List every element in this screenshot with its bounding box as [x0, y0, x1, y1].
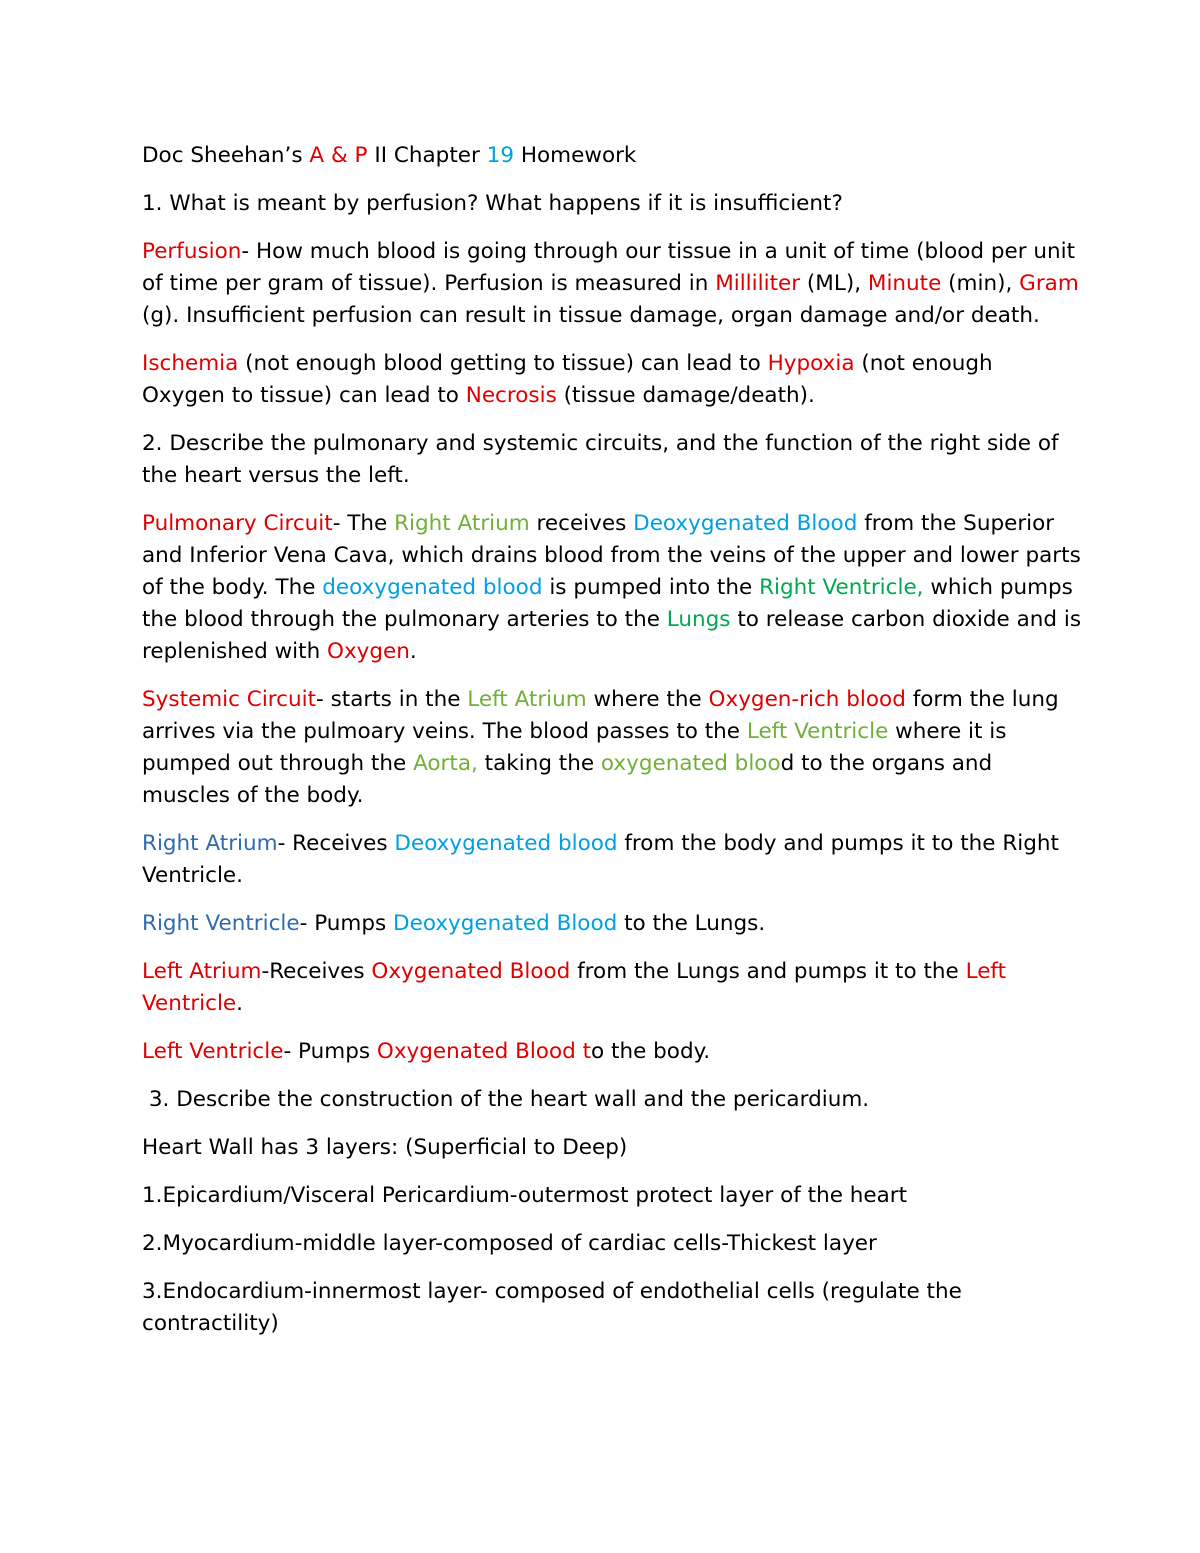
answer-text: o the body. [591, 1039, 711, 1064]
heart-wall-intro: Heart Wall has 3 layers: (Superficial to Deep) [142, 1135, 628, 1160]
term-left-atrium: Left Atrium [467, 687, 587, 712]
answer-2-right-ventricle [142, 908, 1082, 940]
title-ap: A & P [309, 143, 368, 168]
answer-text: from the Superior and Inferior Vena Cava, which drains blood from the veins of the upper and lower parts of the body. The [142, 511, 1081, 600]
layer-myocardium: 2.Myocardium-middle layer-composed of cardiac cells-Thickest layer [142, 1231, 877, 1256]
heart-wall-layer [142, 1276, 1082, 1340]
answer-text: to release carbon dioxide and is replenished with [142, 607, 1082, 664]
answer-2-right-atrium [142, 828, 1082, 892]
question-2-text: 2. Describe the pulmonary and systemic circuits, and the function of the right side of the heart versus the left. [142, 431, 1059, 488]
title-prefix: Doc Sheehan’s [142, 143, 310, 168]
answer-2-systemic [142, 684, 1082, 812]
question-3-text: 3. Describe the construction of the heart wall and the pericardium. [142, 1087, 870, 1112]
term-left-ventricle: Left Ventricle [142, 1039, 284, 1064]
answer-text: (tissue damage/death). [556, 383, 815, 408]
answer-text: d to the organs and muscles of the body. [142, 751, 993, 808]
answer-text: from the Lungs and pumps it to the [570, 959, 966, 984]
answer-text: - The [332, 511, 395, 536]
answer-text: which pumps the blood through the pulmonary arteries to the [142, 575, 1073, 632]
question-3 [142, 1084, 1082, 1116]
title-chapter-number: 19 [486, 143, 515, 168]
term-minute: Minute [867, 271, 942, 296]
answer-text: receives [529, 511, 634, 536]
document-title [142, 140, 1082, 172]
answer-2-left-atrium [142, 956, 1082, 1020]
answer-text: (not enough Oxygen to tissue) can lead to [142, 351, 993, 408]
term-oxygenated-blood: Oxygenated Blood t [376, 1039, 592, 1064]
answer-text: (ML), [800, 271, 868, 296]
term-aorta: Aorta, [413, 751, 478, 776]
answer-text: to the Lungs. [617, 911, 766, 936]
term-oxygenated-blood: Oxygenated Blood [371, 959, 571, 984]
answer-text: form the lung arrives via the pulmoary veins. The blood passes to the [142, 687, 1059, 744]
term-lungs: Lungs [666, 607, 731, 632]
answer-text: from the body and pumps it to the Right Ventricle. [142, 831, 1059, 888]
answer-2-left-ventricle [142, 1036, 1082, 1068]
answer-text: (g). Insufficient perfusion can result in tissue damage, organ damage and/or death. [142, 303, 1040, 328]
answer-text: -Receives [261, 959, 372, 984]
answer-text: . [409, 639, 417, 664]
answer-3-intro [142, 1132, 1082, 1164]
term-ischemia: Ischemia [142, 351, 239, 376]
answer-text: taking the [477, 751, 601, 776]
heart-wall-layer [142, 1180, 1082, 1212]
term-oxygenated-blood: oxygenated bloo [600, 751, 781, 776]
term-right-ventricle: Right Ventricle [142, 911, 300, 936]
answer-text: - starts in the [316, 687, 468, 712]
term-deoxygenated-blood: Deoxygenated Blood [633, 511, 858, 536]
answer-1-ischemia [142, 348, 1082, 412]
term-right-atrium: Right Atrium [142, 831, 278, 856]
title-suffix: Homework [514, 143, 637, 168]
term-pulmonary-circuit: Pulmonary Circuit [142, 511, 333, 536]
term-left-ventricle: Left Ventricle [746, 719, 889, 744]
document-body [142, 140, 1082, 1356]
term-right-ventricle: Right Ventricle, [759, 575, 924, 600]
term-perfusion: Perfusion [142, 239, 242, 264]
term-necrosis: Necrosis [465, 383, 557, 408]
answer-text: - Pumps [283, 1039, 377, 1064]
answer-2-pulmonary [142, 508, 1082, 668]
answer-text: (not enough blood getting to tissue) can lead to [238, 351, 768, 376]
question-2 [142, 428, 1082, 492]
term-hypoxia: Hypoxia [767, 351, 855, 376]
term-right-atrium: Right Atrium [394, 511, 530, 536]
layer-epicardium: 1.Epicardium/Visceral Pericardium-outermost protect layer of the heart [142, 1183, 908, 1208]
term-deoxygenated-blood: Deoxygenated Blood [393, 911, 618, 936]
term-left-ventricle: Left Ventricle [142, 959, 1007, 1016]
layer-endocardium: 3.Endocardium-innermost layer- composed of endothelial cells (regulate the contractility) [142, 1279, 962, 1336]
term-milliliter: Milliliter [715, 271, 801, 296]
answer-text: - Pumps [299, 911, 394, 936]
answer-text: is pumped into the [542, 575, 760, 600]
term-gram: Gram [1019, 271, 1079, 296]
answer-text: - How much blood is going through our tissue in a unit of time (blood per unit of time per gram of tissue). Perfusion is measured in [142, 239, 1076, 296]
term-deoxygenated-blood: deoxygenated blood [322, 575, 543, 600]
answer-text: (min), [941, 271, 1020, 296]
title-mid: II Chapter [367, 143, 487, 168]
term-oxygen-rich-blood: Oxygen-rich blood [708, 687, 906, 712]
term-left-atrium: Left Atrium [142, 959, 262, 984]
term-systemic-circuit: Systemic Circuit [142, 687, 317, 712]
question-1-text: 1. What is meant by perfusion? What happens if it is insufficient? [142, 191, 843, 216]
answer-text: where it is pumped out through the [142, 719, 1007, 776]
answer-text: . [236, 991, 244, 1016]
answer-1-perfusion [142, 236, 1082, 332]
answer-text: - Receives [277, 831, 395, 856]
answer-text: where the [586, 687, 709, 712]
question-1 [142, 188, 1082, 220]
heart-wall-layer [142, 1228, 1082, 1260]
term-deoxygenated-blood: Deoxygenated blood [394, 831, 618, 856]
term-oxygen: Oxygen [327, 639, 410, 664]
